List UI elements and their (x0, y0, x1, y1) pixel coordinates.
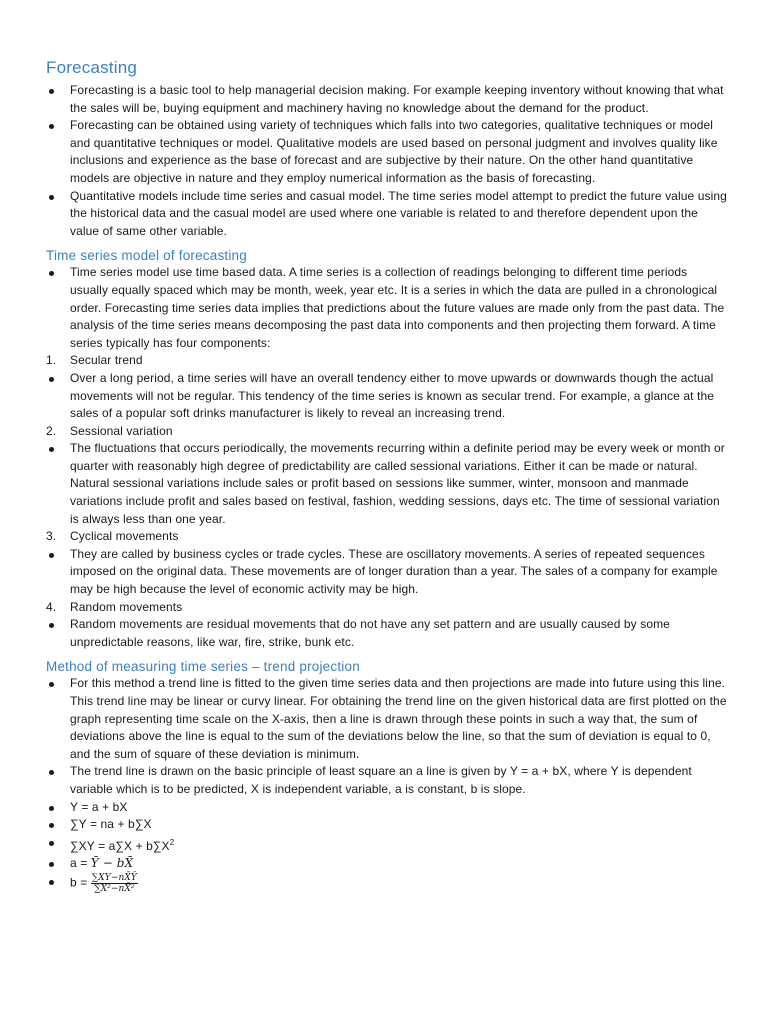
section-heading-time-series: Time series model of forecasting (46, 248, 247, 264)
formula-item: Y = a + bX (70, 799, 128, 814)
time-series-list (46, 264, 728, 651)
formula-item: a = Ȳ − bX̄ (70, 856, 134, 871)
fraction: $\frac{\sum XY-nX̄Ȳ}{\text{∑X²−nX̄²}}$ (91, 872, 137, 894)
list-item: Quantitative models include time series and casual model. The time series model attempt to predict the future value using the historical data and the casual model are used where one variable is related to and therefore dependent upon the value of same other variable. (70, 188, 727, 238)
component-heading: 4. Random movements (46, 599, 183, 614)
list-item: Time series model use time based data. A time series is a collection of readings belonging to different time periods usually equally spaced which may be month, week, year etc. It is a series in which the data are pulled in a chronological order. Forecasting time series data implies that predictions about the future values are made only from the past data. The analysis of the time series means decomposing the past data into components and then projecting them forward. A time series typically has four components: (70, 265, 725, 350)
component-heading: 2. Sessional variation (46, 423, 173, 438)
component-heading: 3. Cyclical movements (46, 529, 179, 544)
list-item: Over a long period, a time series will have an overall tendency either to move upwards or downwards though the actual movements will not be regular. This tendency of the time series is known as secular trend. For example, a glance at the sales of a popular soft drinks manufacturer is likely to reveal an increasing trend. (70, 370, 714, 421)
formula-item: $\sum XY = a\sum X + b\sum X^2$ (70, 837, 175, 853)
section-heading-trend-projection: Method of measuring time series – trend projection (46, 659, 360, 675)
page-title: Forecasting (46, 58, 138, 77)
list-item: The fluctuations that occurs periodically, the movements recurring within a definite period may be every week or month or quarter with reasonably high degree of predictability are called sessional variations. Either it can be made or natural. Natural sessional variations include sales or profit based on sessions like summer, winter, monsoon and manmade variations include profit and sales based on festival, fashion, wedding sessions, days etc. The time of sessional variation is always less than one year. (70, 441, 725, 526)
formula-item: b = $\frac{\sum XY-nX̄Ȳ}{\text{∑X²−nX̄²}}$ (70, 872, 137, 894)
intro-list (46, 82, 728, 240)
list-item: Random movements are residual movements that do not have any set pattern and are usually caused by some unpredictable reasons, like war, fire, strike, bunk etc. (70, 617, 670, 649)
component-heading: 1. Secular trend (46, 353, 143, 368)
trend-projection-list (46, 675, 728, 894)
list-item: The trend line is drawn on the basic principle of least square an a line is given by Y = a + bX, where Y is dependent variable which is to be predicted, X is independent variable, a is constant, b is slope. (70, 764, 692, 796)
formula-item: ∑Y = na + b∑X (70, 817, 152, 832)
list-item: For this method a trend line is fitted to the given time series data and then projections are made into future using this line. This trend line may be linear or curvy linear. For obtaining the trend line on the given historical data are first plotted on the graph representing time scale on the X-axis, then a line is drawn through these points in such a way that, the sum of deviations above the line is equal to the sum of the deviations below the line, so that the sum of deviation is equal to 0, and the sum of square of these deviation is minimum. (70, 676, 727, 761)
list-item: They are called by business cycles or trade cycles. These are oscillatory movements. A series of repeated sequences imposed on the original data. These movements are of longer duration than a year. The sales of a company for example may be high because the level of economic activity may be high. (70, 546, 718, 597)
list-item: Forecasting is a basic tool to help managerial decision making. For example keeping inventory without knowing that what the sales will be, buying equipment and machinery having no knowledge about the demand for the product. (70, 83, 724, 115)
list-item: Forecasting can be obtained using variety of techniques which falls into two categories, qualitative techniques or model and quantitative techniques or model. Qualitative models are used based on personal judgment and involves quality like inclusions and experience as the base of forecast and are subjective by their nature. On the other hand quantitative models are objective in nature and they employ numerical information as the basis of forecasting. (70, 118, 718, 185)
